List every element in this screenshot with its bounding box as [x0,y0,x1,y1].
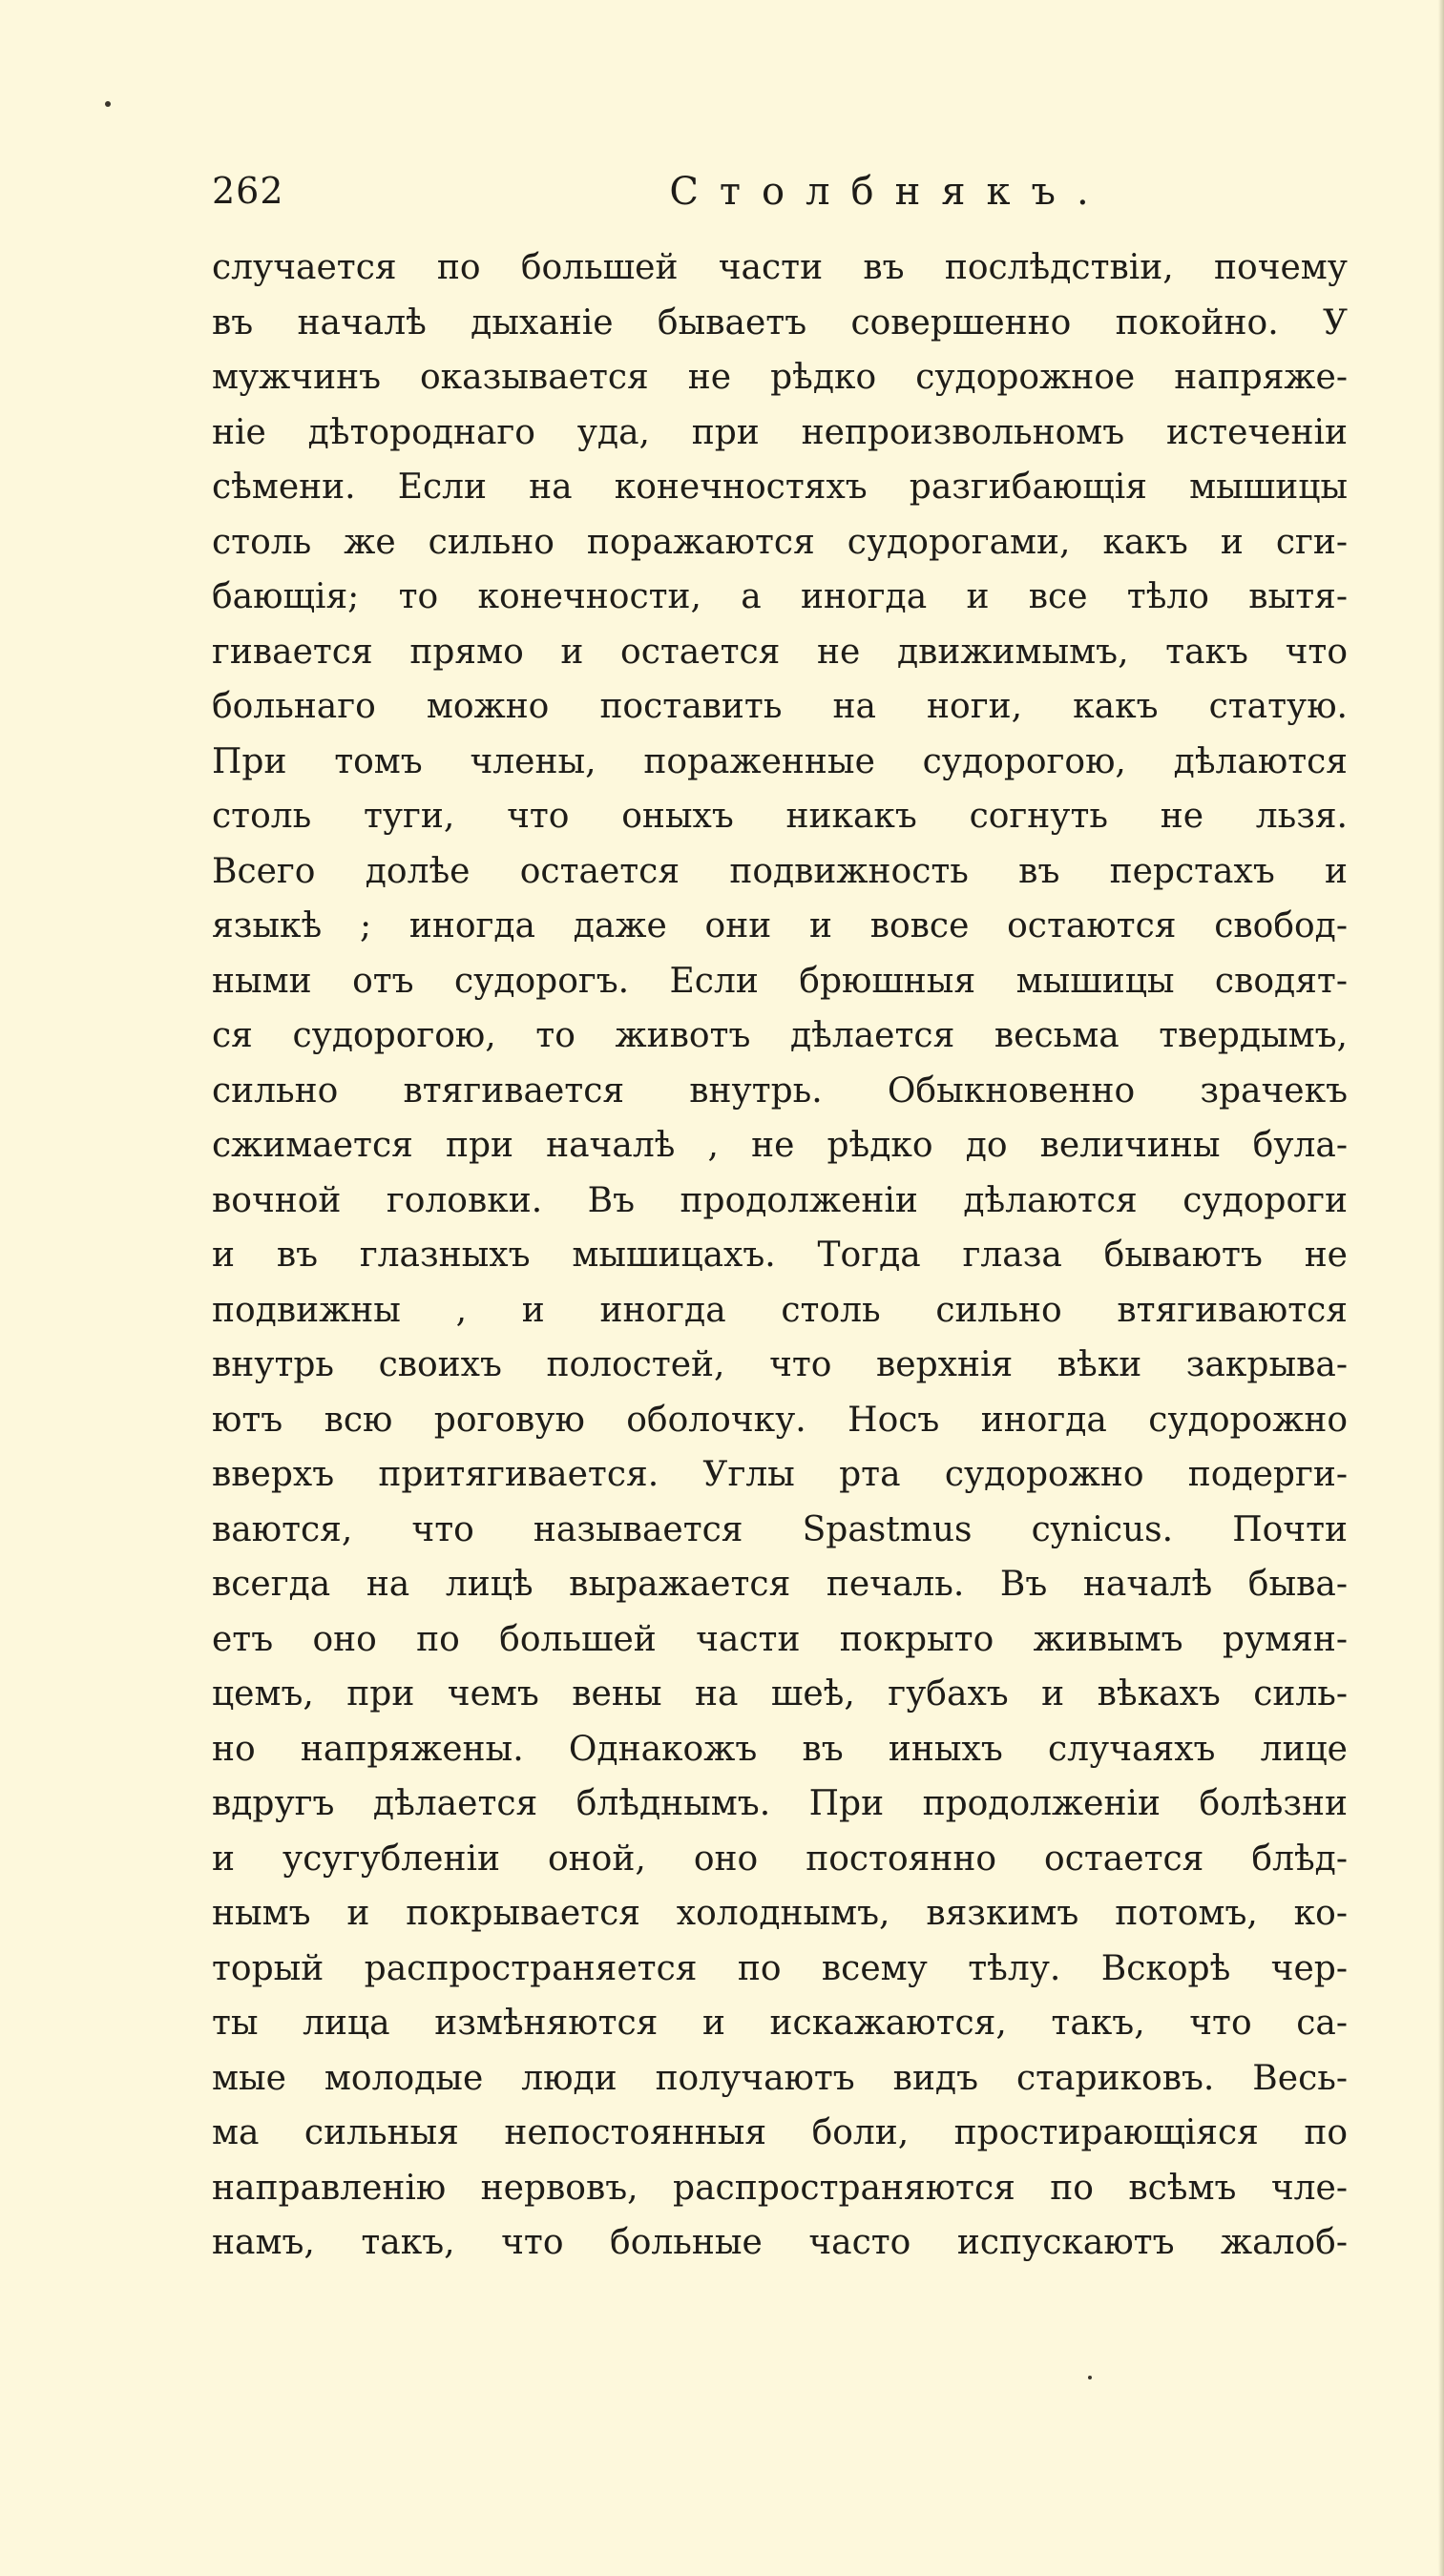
text-line: столь же сильно поражаются судорогами, какъ и сги- [212,522,1348,562]
text-line: вверхъ притягивается. Углы рта судорожно подерги- [212,1455,1348,1494]
page-header [212,170,1348,227]
text-line: Всего долѣе остается подвижность въ перстахъ и [212,851,1348,891]
text-line: языкѣ ; иногда даже они и вовсе остаются свобод- [212,906,1348,945]
text-line: подвижны , и иногда столь сильно втягиваются [212,1290,1348,1330]
text-line: внутрь своихъ полостей, что верхнія вѣки закрыва- [212,1345,1348,1384]
text-line: направленію нервовъ, распространяются по всѣмъ чле- [212,2168,1348,2208]
page-number: 262 [212,170,284,212]
text-line: и въ глазныхъ мышицахъ. Тогда глаза бываютъ не [212,1236,1348,1275]
text-line: больнаго можно поставить на ноги, какъ статую. [212,687,1348,726]
text-line: ваются, что называется Spastmus cynicus. Почти [212,1509,1348,1549]
text-line: столь туги, что оныхъ никакъ согнуть не льзя. [212,797,1348,836]
text-line: случается по большей части въ послѣдствіи, почему [212,248,1348,287]
text-line: и усугубленіи оной, оно постоянно остается блѣд- [212,1839,1348,1879]
text-line: ютъ всю роговую оболочку. Носъ иногда судорожно [212,1400,1348,1440]
text-line: сѣмени. Если на конечностяхъ разгибающія мышицы [212,467,1348,507]
running-title: Столбнякъ. [669,170,1110,214]
text-line: въ началѣ дыханіе бываетъ совершенно покойно. У [212,302,1348,343]
ink-speck [105,101,111,107]
text-line: вдругъ дѣлается блѣднымъ. При продолженіи болѣзни [212,1784,1348,1823]
text-line: ными отъ судорогъ. Если брюшныя мышицы сводят- [212,961,1348,1001]
text-line: етъ оно по большей части покрыто живымъ румян- [212,1619,1348,1659]
text-line: торый распространяется по всему тѣлу. Вскорѣ чер- [212,1948,1348,1988]
text-line: мужчинъ оказывается не рѣдко судорожное напряже- [212,358,1348,397]
body-text [212,240,1348,2271]
ink-speck [1088,2376,1092,2379]
text-line: сжимается при началѣ , не рѣдко до величины була- [212,1126,1348,1165]
text-line: При томъ члены, пораженные судорогою, дѣлаются [212,741,1348,781]
text-line: ся судорогою, то животъ дѣлается весьма твердымъ, [212,1016,1348,1055]
text-line: сильно втягивается внутрь. Обыкновенно зрачекъ [212,1070,1348,1111]
text-line: всегда на лицѣ выражается печаль. Въ началѣ быва- [212,1565,1348,1604]
text-line: намъ, такъ, что больные часто испускаютъ жалоб- [212,2223,1348,2262]
text-line: но напряжены. Однакожъ въ иныхъ случаяхъ лице [212,1729,1348,1769]
text-line: ніе дѣтороднаго уда, при непроизвольномъ истеченіи [212,412,1348,452]
text-line: бающія; то конечности, а иногда и все тѣло вытя- [212,577,1348,616]
text-line: ты лица измѣняются и искажаются, такъ, что са- [212,2004,1348,2043]
text-line: нымъ и покрывается холоднымъ, вязкимъ потомъ, ко- [212,1894,1348,1933]
text-line: гивается прямо и остается не движимымъ, такъ что [212,632,1348,672]
page-edge-shadow [1438,0,1444,2576]
text-line: ма сильныя непостоянныя боли, простирающіяся по [212,2113,1348,2152]
text-line: мые молодые люди получаютъ видъ стариковъ. Весь- [212,2058,1348,2098]
text-line: вочной головки. Въ продолженіи дѣлаются судороги [212,1180,1348,1220]
text-line: цемъ, при чемъ вены на шеѣ, губахъ и вѣкахъ силь- [212,1674,1348,1714]
